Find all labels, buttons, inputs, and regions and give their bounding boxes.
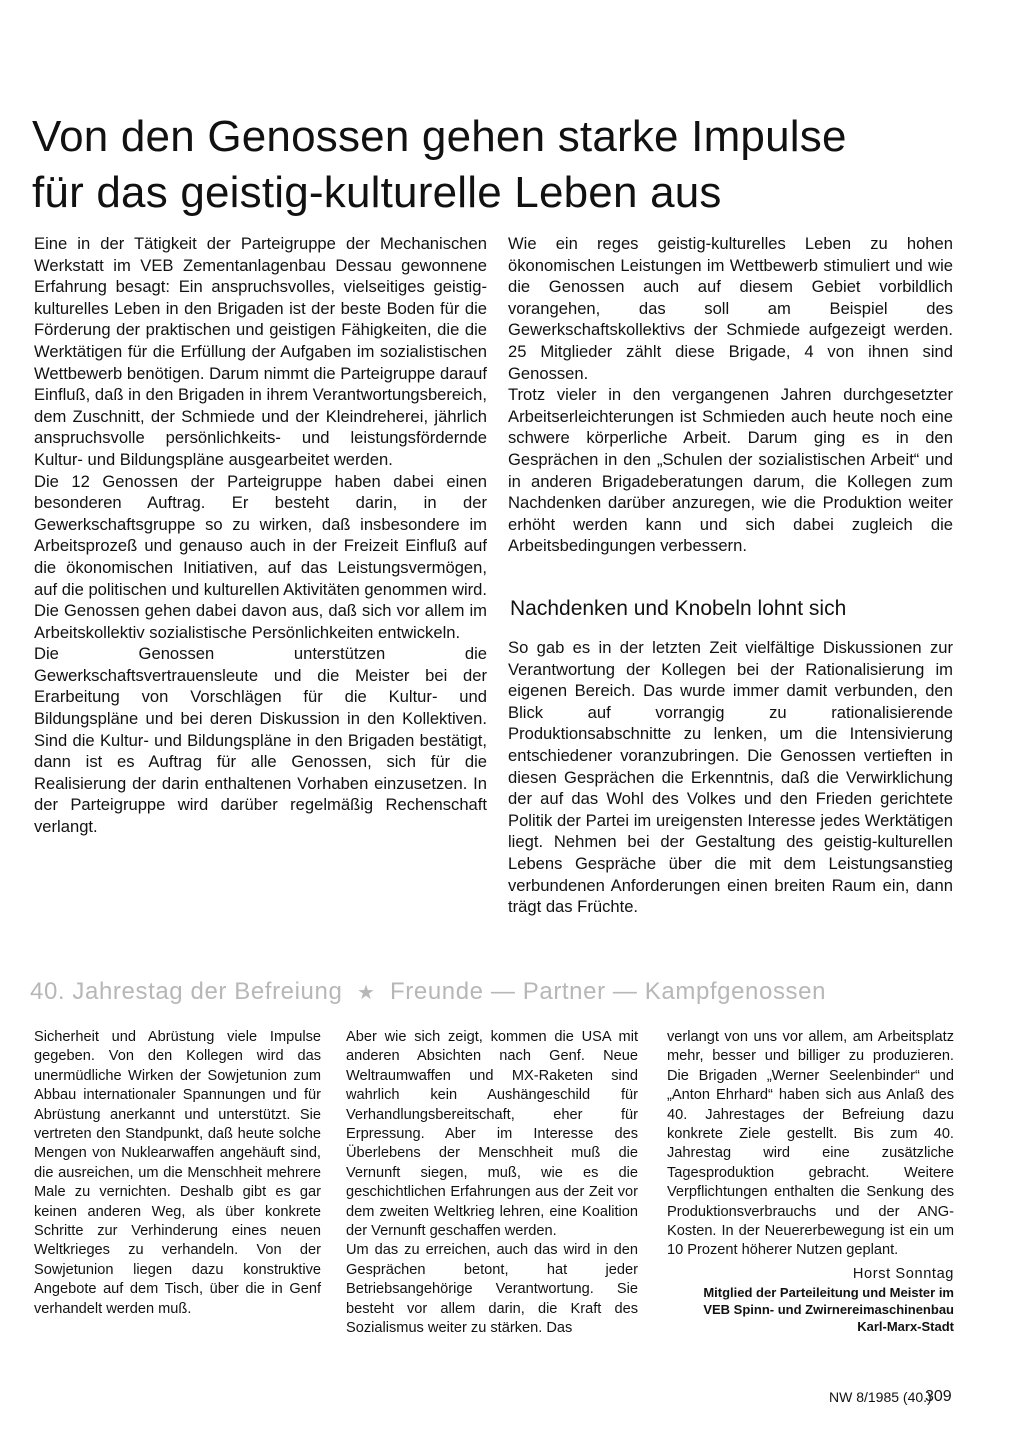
paragraph: Die 12 Genossen der Parteigruppe haben dabei einen besonderen Auftrag. Er besteht darin, in der Gewerkschaftsgruppe so zu wirken, daß insbesondere im Arbeitsprozeß und genauso auch in der Freizeit Einfluß auf die ökonomischen Initiativen, auf das Leistungsvermögen, auf die politischen und kulturellen Aktivitäten genommen wird. Die Genossen gehen dabei davon aus, daß sich vor allem im Arbeitskollektiv sozialistische Persönlichkeiten entwickeln.: [34, 471, 487, 642]
article-column-2: [508, 233, 953, 557]
page-number: 309: [925, 1388, 952, 1405]
lower-column-1: [34, 1028, 321, 1319]
article-column-1: [34, 233, 487, 838]
author-affiliation-1: Mitglied der Parteileitung und Meister im: [703, 1285, 954, 1301]
paragraph: Eine in der Tätigkeit der Parteigruppe der Mechanischen Werkstatt im VEB Zementanlagenbau Dessau gewonnene Erfahrung besagt: Ein anspruchsvolles, vielseitiges geistig-kulturelles Leben in den Brigaden ist der beste Boden für die Förderung der praktischen und geistigen Fähigkeiten, die die Werktätigen für die Erfüllung der Aufgaben im sozialistischen Wettbewerb benötigen. Darum nimmt die Parteigruppe darauf Einfluß, daß in den Brigaden in ihrem Verantwortungsbereich, dem Zuschnitt, der Schmiede und der Kleindreherei, jährlich anspruchsvolle persönlichkeits- und leistungsfördernde Kultur- und Bildungspläne ausgearbeitet werden.: [34, 234, 487, 469]
article-column-2-continued: [508, 637, 953, 918]
headline-line-1: Von den Genossen gehen starke Impulse: [32, 112, 847, 162]
anniversary-banner: [30, 976, 960, 1009]
banner-text-1: 40. Jahrestag der Befreiung: [30, 978, 343, 1005]
banner-text-2: Freunde — Partner — Kampfgenossen: [390, 978, 827, 1005]
paragraph: Sicherheit und Abrüstung viele Impulse gegeben. Von den Kollegen wird das unermüdliche Wirken der Sowjetunion zum Abbau internationaler Spannungen und für Abrüstung anerkannt und unterstützt. Sie vertreten den Standpunkt, daß heute solche Mengen von Nuklearwaffen angehäuft sind, die ausreichen, um die Menschheit mehrere Male zu vernichten. Deshalb gibt es gar keinen anderen Weg, als über konkrete Schritte zur Verhinderung eines neuen Weltkrieges zu verhandeln. Von der Sowjetunion liegen dazu konstruktive Angebote auf dem Tisch, über die in Genf verhandelt werden muß.: [34, 1029, 321, 1317]
star-icon: ★: [356, 982, 376, 1004]
issue-reference: NW 8/1985 (40.): [829, 1389, 932, 1405]
author-affiliation-2: VEB Spinn- und Zwirnereimaschinenbau: [703, 1302, 954, 1318]
paragraph: So gab es in der letzten Zeit vielfältige Diskussionen zur Verantwortung der Kollegen bei der Rationalisierung im eigenen Bereich. Das wurde immer damit verbunden, den Blick auf vorrangig zu rationalisierende Produktionsabschnitte zu lenken, um die Intensivierung entschiedener voranzubringen. Die Genossen vertieften in diesen Gesprächen die Erkenntnis, daß die Verwirklichung der auf das Wohl des Volkes und den Frieden gerichtete Politik der Partei im ureigensten Interesse jedes Werktätigen liegt. Nehmen bei der Gestaltung des geistig-kulturellen Lebens Gespräche über die mit dem Leistungsanstieg verbundenen Anforderungen einen breiten Raum ein, dann trägt das Früchte.: [508, 638, 953, 917]
section-subheading: Nachdenken und Knobeln lohnt sich: [510, 597, 847, 620]
paragraph: Wie ein reges geistig-kulturelles Leben zu hohen ökonomischen Leistungen im Wettbewerb stimuliert und wie die Genossen auch auf diesem Gebiet vorbildlich vorangehen, das soll am Beispiel des Gewerkschaftskollektivs der Schmiede aufgezeigt werden. 25 Mitglieder zählt diese Brigade, 4 von ihnen sind Genossen.: [508, 234, 953, 383]
headline-line-2: für das geistig-kulturelle Leben aus: [32, 168, 722, 218]
lower-column-3: [667, 1028, 954, 1335]
lower-column-2: [346, 1028, 638, 1339]
author-signature: Horst Sonntag: [852, 1265, 954, 1282]
paragraph: Die Genossen unterstützen die Gewerkschaftsvertrauensleute und die Meister bei der Erarbeitung von Vorschlägen für die Kultur- und Bildungspläne und bei deren Diskussion in den Kollektiven. Sind die Kultur- und Bildungspläne in den Brigaden bestätigt, dann ist es Auftrag für alle Genossen, sich für die Realisierung der darin enthaltenen Vorhaben einzusetzen. In der Parteigruppe wird darüber regelmäßig Rechenschaft verlangt.: [34, 644, 487, 837]
author-affiliation-3: Karl-Marx-Stadt: [857, 1319, 954, 1335]
paragraph: Aber wie sich zeigt, kommen die USA mit anderen Absichten nach Genf. Neue Weltraumwaffen und MX-Raketen sind wahrlich kein Aushängeschild für Verhandlungsbereitschaft, eher für Erpressung. Aber im Interesse des Überlebens der Menschheit muß die Vernunft siegen, muß, wie es die geschichtlichen Erfahrungen aus der Zeit vor dem zweiten Weltkrieg lehren, eine Koalition der Vernunft geschaffen werden.: [346, 1029, 638, 1240]
paragraph: Um das zu erreichen, auch das wird in den Gesprächen betont, hat jeder Betriebsangehörige Verantwortung. Sie besteht vor allem darin, die Kraft des Sozialismus weiter zu stärken. Das: [346, 1242, 638, 1337]
headline: [32, 109, 992, 221]
paragraph: verlangt von uns vor allem, am Arbeitsplatz mehr, besser und billiger zu produzieren. Die Brigaden „Werner Seelenbinder“ und „Anton Ehrhard“ haben sich aus Anlaß des 40. Jahrestages der Befreiung dazu konkrete Ziele gestellt. Bis zum 40. Jahrestag wird eine zusätzliche Tagesproduktion gebracht. Weitere Verpflichtungen enthalten die Senkung des Produktionsverbrauchs und der ANG-Kosten. In der Neuererbewegung ist ein um 10 Prozent höherer Nutzen geplant.: [667, 1029, 954, 1259]
paragraph: Trotz vieler in den vergangenen Jahren durchgesetzter Arbeitserleichterungen ist Schmieden auch heute noch eine schwere körperliche Arbeit. Darum ging es in den Gesprächen in den „Schulen der sozialistischen Arbeit“ und in anderen Brigadeberatungen darum, die Kollegen zum Nachdenken darüber anzuregen, wie die Produktion weiter erhöht werden kann und sich dabei zugleich die Arbeitsbedingungen verbessern.: [508, 385, 953, 556]
